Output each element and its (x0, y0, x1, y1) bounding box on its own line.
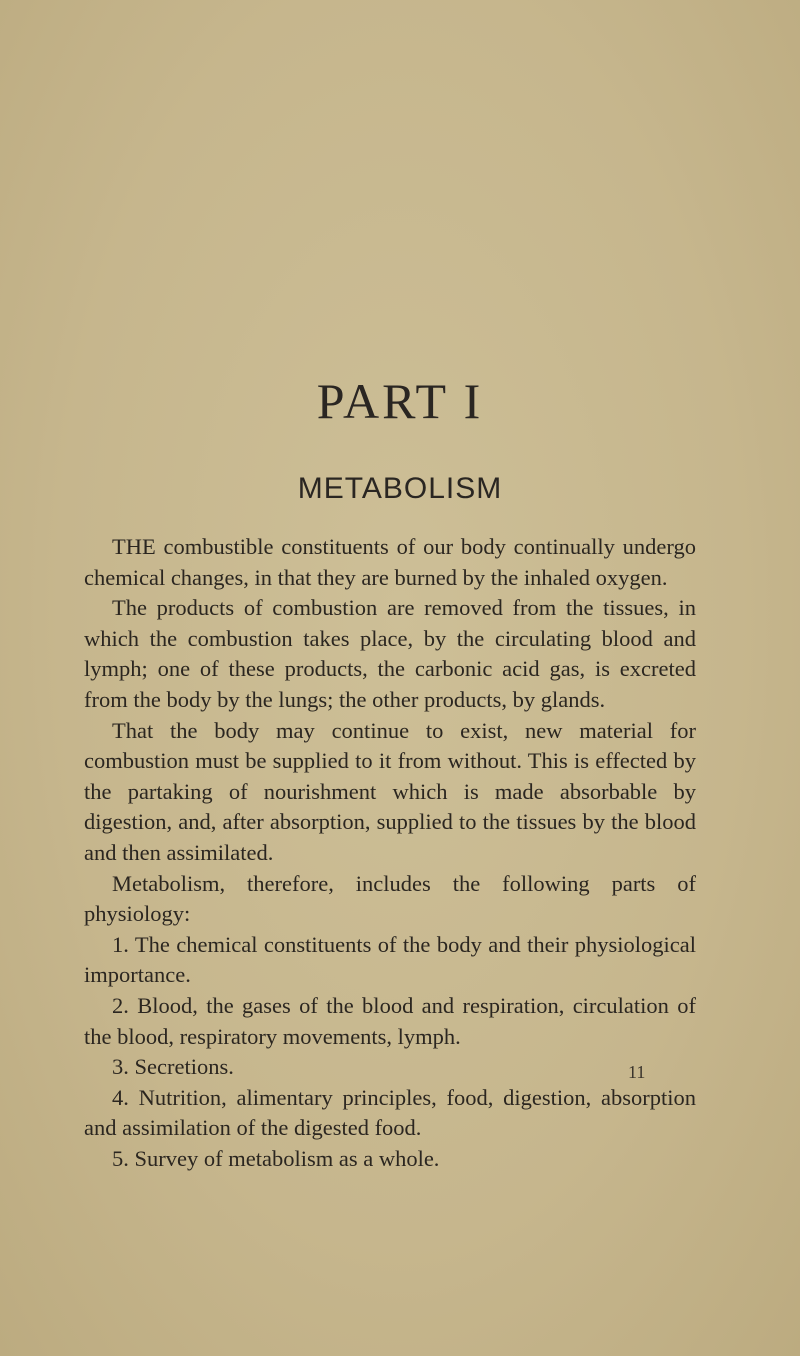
list-item-3: 3. Secretions. (112, 1054, 234, 1080)
paragraph-products: The products of combustion are removed from the tissues, in which the combustion takes place, by the circulating blood and lymph; one of these products, the carbonic acid gas, is excreted from the body by the lungs; the other products, by glands. (84, 595, 696, 712)
list-item-2: 2. Blood, the gases of the blood and respiration, circulation of the blood, respiratory movements, lymph. (84, 992, 696, 1049)
list-item-1: 1. The chemical constituents of the body and their physiological importance. (84, 931, 696, 988)
paragraph-nourishment: That the body may continue to exist, new material for combustion must be supplied to it from without. This is effected by the partaking of nourishment which is made absorbable by digestion, and, after absorption, supplied to the tissues by the blood and then assimilated. (84, 717, 696, 865)
paragraph-intro: THE combustible constituents of our body continually undergo chemical changes, in that they are burned by the inhaled oxygen. (84, 534, 696, 590)
list-item-4: 4. Nutrition, alimentary principles, food, digestion, absorption and assimilation of the digested food. (84, 1084, 696, 1141)
chapter-title: METABOLISM (297, 472, 503, 505)
body-text (84, 532, 696, 1174)
list-item-5: 5. Survey of metabolism as a whole. (112, 1145, 440, 1171)
paragraph-metabolism: Metabolism, therefore, includes the following parts of physiology: (84, 870, 696, 927)
page-number: 11 (628, 1062, 646, 1082)
part-heading: PART I (316, 373, 484, 429)
